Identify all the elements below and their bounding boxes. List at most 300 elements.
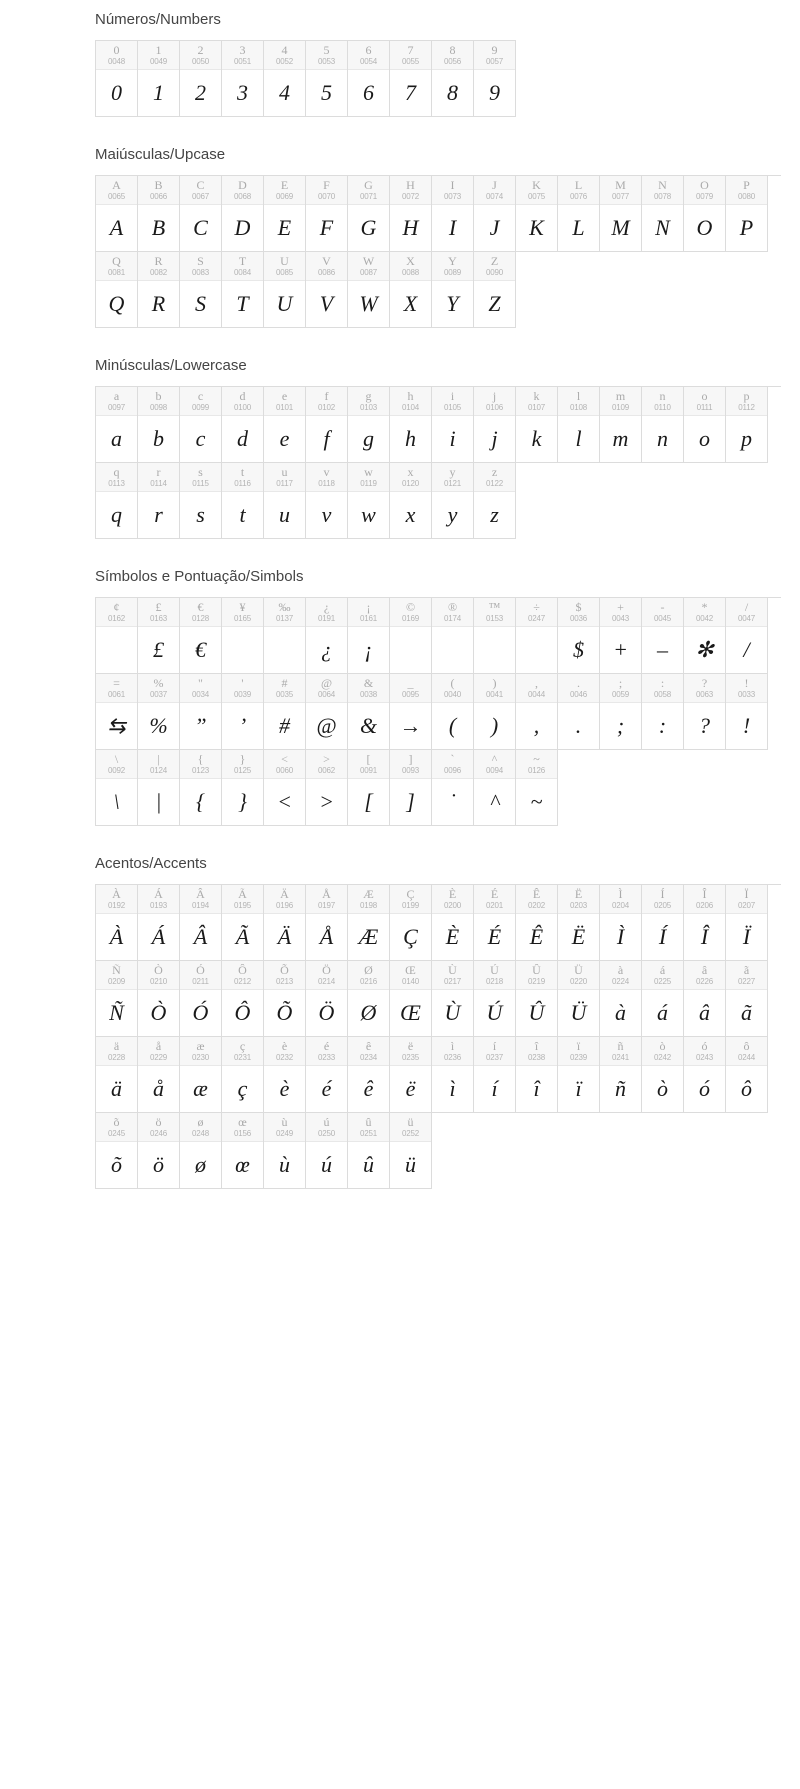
glyph-cell[interactable] <box>348 41 390 117</box>
glyph-cell[interactable] <box>516 885 558 961</box>
glyph-cell-header <box>516 885 557 914</box>
glyph-cell-header <box>474 1037 515 1066</box>
glyph-cell[interactable] <box>306 961 348 1037</box>
glyph-cell[interactable] <box>516 1037 558 1113</box>
glyph-character-label: ò <box>659 1040 666 1053</box>
glyph-cell[interactable] <box>432 885 474 961</box>
glyph-cell[interactable] <box>474 41 516 117</box>
glyph-cell[interactable] <box>264 387 306 463</box>
glyph-preview: ] <box>406 789 415 814</box>
glyph-cell-header <box>264 463 305 492</box>
glyph-cell[interactable] <box>642 674 684 750</box>
glyph-character-label: , <box>535 677 538 690</box>
glyph-preview: ê <box>363 1076 374 1101</box>
glyph-character-label: 7 <box>407 44 414 57</box>
glyph-cell[interactable] <box>96 750 138 826</box>
glyph-grid-wrap-upcase <box>0 175 800 328</box>
glyph-cell[interactable] <box>348 750 390 826</box>
glyph-cell[interactable] <box>600 885 642 961</box>
glyph-cell[interactable] <box>306 1037 348 1113</box>
section-lowercase <box>0 356 800 561</box>
glyph-cell-header <box>516 598 557 627</box>
glyph-cell[interactable] <box>558 387 600 463</box>
glyph-cell[interactable] <box>180 750 222 826</box>
glyph-character-label: © <box>405 601 416 614</box>
glyph-cell[interactable] <box>432 387 474 463</box>
glyph-cell-header <box>642 176 683 205</box>
glyph-cell[interactable] <box>726 176 768 252</box>
glyph-preview: 7 <box>405 80 416 105</box>
glyph-cell[interactable] <box>390 1037 432 1113</box>
glyph-preview: 1 <box>153 80 164 105</box>
glyph-cell-header <box>390 387 431 416</box>
glyph-cell[interactable] <box>138 41 180 117</box>
glyph-character-label: $ <box>575 601 582 614</box>
glyph-cell[interactable] <box>390 176 432 252</box>
glyph-cell-header <box>642 387 683 416</box>
glyph-character-code: 0096 <box>444 766 461 775</box>
glyph-cell[interactable] <box>600 674 642 750</box>
glyph-cell[interactable] <box>516 387 558 463</box>
glyph-character-label: * <box>701 601 708 614</box>
glyph-character-label: æ <box>196 1040 205 1053</box>
glyph-character-code: 0083 <box>192 268 209 277</box>
glyph-cell[interactable] <box>306 41 348 117</box>
glyph-cell-header <box>474 961 515 990</box>
glyph-cell-header <box>264 1037 305 1066</box>
glyph-cell[interactable] <box>516 961 558 1037</box>
glyph-cell[interactable] <box>138 674 180 750</box>
glyph-cell[interactable] <box>264 41 306 117</box>
glyph-cell[interactable] <box>138 1113 180 1189</box>
glyph-character-label: % <box>153 677 164 690</box>
glyph-character-code: 0165 <box>234 614 251 623</box>
glyph-cell[interactable] <box>306 252 348 328</box>
glyph-cell-header <box>390 961 431 990</box>
glyph-cell[interactable] <box>348 674 390 750</box>
glyph-cell[interactable] <box>222 598 264 674</box>
glyph-cell[interactable] <box>432 1037 474 1113</box>
glyph-preview: Õ <box>276 1000 293 1025</box>
glyph-character-code: 0174 <box>444 614 461 623</box>
glyph-cell[interactable] <box>642 387 684 463</box>
glyph-cell[interactable] <box>138 598 180 674</box>
glyph-character-code: 0102 <box>318 403 335 412</box>
glyph-cell[interactable] <box>180 1113 222 1189</box>
glyph-cell[interactable] <box>726 885 768 961</box>
glyph-preview: Ô <box>234 1000 251 1025</box>
glyph-character-label: m <box>615 390 626 403</box>
glyph-cell[interactable] <box>642 885 684 961</box>
glyph-preview: → <box>399 713 422 738</box>
glyph-preview: h <box>405 426 416 451</box>
glyph-character-label: ` <box>450 753 455 766</box>
glyph-cell[interactable] <box>306 387 348 463</box>
glyph-preview: Æ <box>358 924 379 949</box>
glyph-cell[interactable] <box>222 750 264 826</box>
glyph-cell[interactable] <box>516 674 558 750</box>
glyph-cell[interactable] <box>390 252 432 328</box>
glyph-character-code: 0241 <box>612 1053 629 1062</box>
glyph-cell[interactable] <box>306 674 348 750</box>
glyph-cell-header <box>516 674 557 703</box>
glyph-cell[interactable] <box>138 463 180 539</box>
glyph-cell[interactable] <box>96 387 138 463</box>
glyph-character-code: 0120 <box>402 479 419 488</box>
glyph-cell[interactable] <box>390 674 432 750</box>
glyph-preview: p <box>741 426 752 451</box>
glyph-character-code: 0036 <box>570 614 587 623</box>
glyph-cell[interactable] <box>348 252 390 328</box>
glyph-cell[interactable] <box>474 387 516 463</box>
glyph-character-label: ® <box>447 601 458 614</box>
glyph-preview: A <box>109 215 124 240</box>
glyph-preview: â <box>699 1000 710 1025</box>
glyph-character-code: 0251 <box>360 1129 377 1138</box>
glyph-cell[interactable] <box>390 598 432 674</box>
glyph-preview: c <box>195 426 206 451</box>
glyph-cell[interactable] <box>264 1037 306 1113</box>
glyph-cell[interactable] <box>96 1037 138 1113</box>
glyph-character-code: 0236 <box>444 1053 461 1062</box>
glyph-cell[interactable] <box>558 176 600 252</box>
glyph-character-label: 5 <box>323 44 330 57</box>
glyph-cell[interactable] <box>726 1037 768 1113</box>
glyph-cell[interactable] <box>222 961 264 1037</box>
glyph-character-code: 0069 <box>276 192 293 201</box>
glyph-cell[interactable] <box>306 463 348 539</box>
glyph-cell-header <box>222 885 263 914</box>
glyph-character-label: 8 <box>449 44 456 57</box>
glyph-cell[interactable] <box>600 1037 642 1113</box>
glyph-cell[interactable] <box>642 961 684 1037</box>
glyph-cell[interactable] <box>600 961 642 1037</box>
glyph-character-code: 0213 <box>276 977 293 986</box>
glyph-cell[interactable] <box>432 41 474 117</box>
glyph-cell[interactable] <box>432 463 474 539</box>
glyph-cell[interactable] <box>306 176 348 252</box>
glyph-character-label: Õ <box>280 964 289 977</box>
glyph-cell[interactable] <box>138 176 180 252</box>
glyph-character-code: 0245 <box>108 1129 125 1138</box>
glyph-cell-header <box>138 1113 179 1142</box>
glyph-character-label: ; <box>618 677 623 690</box>
glyph-cell[interactable] <box>264 1113 306 1189</box>
glyph-cell[interactable] <box>558 1037 600 1113</box>
glyph-cell[interactable] <box>684 674 726 750</box>
glyph-cell[interactable] <box>684 387 726 463</box>
glyph-preview: Ö <box>318 1000 335 1025</box>
glyph-cell-header <box>726 674 767 703</box>
glyph-cell[interactable] <box>390 885 432 961</box>
glyph-cell[interactable] <box>264 252 306 328</box>
glyph-character-label: . <box>577 677 580 690</box>
glyph-cell[interactable] <box>390 750 432 826</box>
glyph-cell[interactable] <box>180 961 222 1037</box>
glyph-character-label: / <box>744 601 749 614</box>
glyph-preview: Í <box>658 924 667 949</box>
glyph-cell[interactable] <box>432 750 474 826</box>
glyph-character-label: @ <box>320 677 333 690</box>
glyph-cell-header <box>642 1037 683 1066</box>
glyph-cell[interactable] <box>432 176 474 252</box>
glyph-cell[interactable] <box>474 750 516 826</box>
glyph-cell[interactable] <box>96 885 138 961</box>
glyph-character-code: 0048 <box>108 57 125 66</box>
glyph-cell[interactable] <box>264 598 306 674</box>
glyph-cell[interactable] <box>306 885 348 961</box>
glyph-cell[interactable] <box>222 252 264 328</box>
glyph-cell[interactable] <box>138 750 180 826</box>
glyph-preview: ) <box>490 713 499 738</box>
glyph-cell-header <box>180 463 221 492</box>
glyph-character-label: H <box>406 179 415 192</box>
glyph-character-code: 0088 <box>402 268 419 277</box>
glyph-cell[interactable] <box>96 252 138 328</box>
glyph-cell-header <box>348 252 389 281</box>
glyph-character-code: 0085 <box>276 268 293 277</box>
section-title-accents: Acentos/Accents <box>95 855 207 872</box>
sections-container <box>0 10 800 1211</box>
glyph-character-code: 0086 <box>318 268 335 277</box>
glyph-cell-header <box>138 387 179 416</box>
glyph-cell[interactable] <box>390 961 432 1037</box>
glyph-cell[interactable] <box>516 750 558 826</box>
glyph-cell-header <box>138 463 179 492</box>
glyph-cell[interactable] <box>138 1037 180 1113</box>
glyph-cell[interactable] <box>684 176 726 252</box>
glyph-preview: 3 <box>237 80 248 105</box>
glyph-cell[interactable] <box>222 885 264 961</box>
glyph-character-code: 0194 <box>192 901 209 910</box>
glyph-character-label: ‰ <box>278 601 291 614</box>
glyph-cell[interactable] <box>348 885 390 961</box>
glyph-character-label: £ <box>155 601 162 614</box>
glyph-character-label: ™ <box>488 601 501 614</box>
glyph-cell[interactable] <box>222 1113 264 1189</box>
glyph-cell[interactable] <box>222 1037 264 1113</box>
glyph-character-label: & <box>363 677 374 690</box>
glyph-preview: % <box>149 713 168 738</box>
glyph-cell[interactable] <box>726 598 768 674</box>
glyph-preview: ✻ <box>695 637 714 662</box>
glyph-cell[interactable] <box>642 176 684 252</box>
glyph-preview: l <box>575 426 582 451</box>
glyph-cell[interactable] <box>222 176 264 252</box>
glyph-cell[interactable] <box>348 463 390 539</box>
glyph-cell[interactable] <box>180 463 222 539</box>
glyph-cell[interactable] <box>474 885 516 961</box>
glyph-cell[interactable] <box>306 598 348 674</box>
glyph-cell[interactable] <box>474 252 516 328</box>
glyph-cell[interactable] <box>96 41 138 117</box>
section-title-symbols: Símbolos e Pontuação/Simbols <box>95 568 304 585</box>
glyph-preview: 9 <box>489 80 500 105</box>
glyph-cell-header <box>180 885 221 914</box>
glyph-character-label: Y <box>448 255 457 268</box>
glyph-character-code: 0242 <box>654 1053 671 1062</box>
glyph-cell-header <box>558 1037 599 1066</box>
glyph-cell[interactable] <box>348 1113 390 1189</box>
glyph-character-code: 0199 <box>402 901 419 910</box>
glyph-character-label: ñ <box>617 1040 624 1053</box>
glyph-cell[interactable] <box>474 674 516 750</box>
glyph-cell[interactable] <box>516 176 558 252</box>
glyph-cell[interactable] <box>96 674 138 750</box>
glyph-cell[interactable] <box>432 598 474 674</box>
glyph-cell[interactable] <box>96 598 138 674</box>
glyph-cell[interactable] <box>474 463 516 539</box>
glyph-cell[interactable] <box>600 598 642 674</box>
glyph-preview: W <box>359 291 378 316</box>
glyph-cell[interactable] <box>222 41 264 117</box>
glyph-preview: y <box>447 502 458 527</box>
glyph-cell[interactable] <box>180 252 222 328</box>
glyph-cell-header <box>558 674 599 703</box>
glyph-cell[interactable] <box>684 1037 726 1113</box>
glyph-cell[interactable] <box>390 1113 432 1189</box>
glyph-cell[interactable] <box>390 387 432 463</box>
glyph-cell[interactable] <box>180 41 222 117</box>
glyph-cell-header <box>348 885 389 914</box>
glyph-cell[interactable] <box>306 750 348 826</box>
glyph-cell[interactable] <box>390 463 432 539</box>
glyph-preview: J <box>489 215 500 240</box>
top-spacer <box>0 0 800 10</box>
glyph-cell[interactable] <box>138 885 180 961</box>
glyph-cell[interactable] <box>474 1037 516 1113</box>
glyph-character-code: 0067 <box>192 192 209 201</box>
glyph-cell[interactable] <box>684 885 726 961</box>
glyph-cell[interactable] <box>390 41 432 117</box>
glyph-cell[interactable] <box>432 961 474 1037</box>
glyph-cell-header <box>264 252 305 281</box>
glyph-preview: I <box>448 215 457 240</box>
glyph-character-label: h <box>407 390 414 403</box>
glyph-cell-header <box>600 885 641 914</box>
glyph-cell[interactable] <box>432 674 474 750</box>
glyph-preview: G <box>360 215 377 240</box>
glyph-character-label: T <box>238 255 247 268</box>
glyph-character-code: 0090 <box>486 268 503 277</box>
glyph-character-code: 0205 <box>654 901 671 910</box>
glyph-cell[interactable] <box>726 961 768 1037</box>
glyph-cell[interactable] <box>264 885 306 961</box>
glyph-cell[interactable] <box>348 387 390 463</box>
glyph-cell[interactable] <box>264 750 306 826</box>
glyph-cell[interactable] <box>180 1037 222 1113</box>
glyph-cell-header <box>600 598 641 627</box>
glyph-cell[interactable] <box>348 1037 390 1113</box>
glyph-character-code: 0079 <box>696 192 713 201</box>
glyph-character-label: - <box>660 601 665 614</box>
glyph-character-code: 0047 <box>738 614 755 623</box>
glyph-cell[interactable] <box>264 674 306 750</box>
glyph-cell[interactable] <box>264 176 306 252</box>
glyph-cell[interactable] <box>96 1113 138 1189</box>
glyph-preview: Â <box>193 924 208 949</box>
glyph-character-code: 0080 <box>738 192 755 201</box>
glyph-cell[interactable] <box>348 961 390 1037</box>
glyph-cell[interactable] <box>222 387 264 463</box>
glyph-cell[interactable] <box>558 674 600 750</box>
glyph-character-label: G <box>364 179 373 192</box>
glyph-preview: \ <box>113 789 120 814</box>
glyph-cell[interactable] <box>600 387 642 463</box>
glyph-preview: ~ <box>530 789 543 814</box>
glyph-cell[interactable] <box>96 463 138 539</box>
glyph-cell[interactable] <box>726 387 768 463</box>
glyph-cell[interactable] <box>558 885 600 961</box>
glyph-cell[interactable] <box>516 598 558 674</box>
glyph-cell[interactable] <box>180 674 222 750</box>
glyph-cell[interactable] <box>138 387 180 463</box>
glyph-cell[interactable] <box>474 176 516 252</box>
glyph-cell[interactable] <box>222 674 264 750</box>
glyph-cell[interactable] <box>558 961 600 1037</box>
glyph-character-label: i <box>450 390 455 403</box>
glyph-character-code: 0123 <box>192 766 209 775</box>
glyph-cell[interactable] <box>180 598 222 674</box>
glyph-character-label: F <box>323 179 330 192</box>
glyph-cell[interactable] <box>348 176 390 252</box>
glyph-cell[interactable] <box>306 1113 348 1189</box>
glyph-character-code: 0060 <box>276 766 293 775</box>
glyph-cell[interactable] <box>180 885 222 961</box>
glyph-cell-header <box>390 885 431 914</box>
glyph-character-label: D <box>238 179 247 192</box>
glyph-character-label: ã <box>743 964 750 977</box>
glyph-cell[interactable] <box>180 387 222 463</box>
glyph-cell[interactable] <box>684 961 726 1037</box>
glyph-cell-header <box>138 961 179 990</box>
glyph-cell-header <box>600 387 641 416</box>
glyph-cell[interactable] <box>684 598 726 674</box>
glyph-cell-header <box>96 598 137 627</box>
glyph-cell[interactable] <box>264 961 306 1037</box>
glyph-cell-header <box>264 961 305 990</box>
glyph-cell[interactable] <box>138 252 180 328</box>
glyph-cell[interactable] <box>348 598 390 674</box>
glyph-character-code: 0098 <box>150 403 167 412</box>
glyph-cell[interactable] <box>474 598 516 674</box>
glyph-cell-header <box>306 598 347 627</box>
glyph-cell[interactable] <box>474 961 516 1037</box>
glyph-cell[interactable] <box>222 463 264 539</box>
glyph-cell[interactable] <box>558 598 600 674</box>
glyph-cell[interactable] <box>264 463 306 539</box>
glyph-cell-header <box>138 252 179 281</box>
glyph-cell-header <box>600 674 641 703</box>
glyph-cell[interactable] <box>138 961 180 1037</box>
glyph-character-label: ^ <box>491 753 498 766</box>
glyph-character-label: L <box>574 179 583 192</box>
glyph-cell[interactable] <box>180 176 222 252</box>
glyph-cell[interactable] <box>432 252 474 328</box>
glyph-character-label: K <box>532 179 541 192</box>
section-gap <box>0 826 800 848</box>
glyph-cell[interactable] <box>642 598 684 674</box>
glyph-cell[interactable] <box>600 176 642 252</box>
glyph-cell-header <box>264 41 305 70</box>
glyph-cell[interactable] <box>96 176 138 252</box>
glyph-cell[interactable] <box>642 1037 684 1113</box>
glyph-cell[interactable] <box>96 961 138 1037</box>
glyph-cell-header <box>726 176 767 205</box>
glyph-preview: Q <box>108 291 125 316</box>
glyph-preview: æ <box>193 1076 208 1101</box>
glyph-cell[interactable] <box>726 674 768 750</box>
